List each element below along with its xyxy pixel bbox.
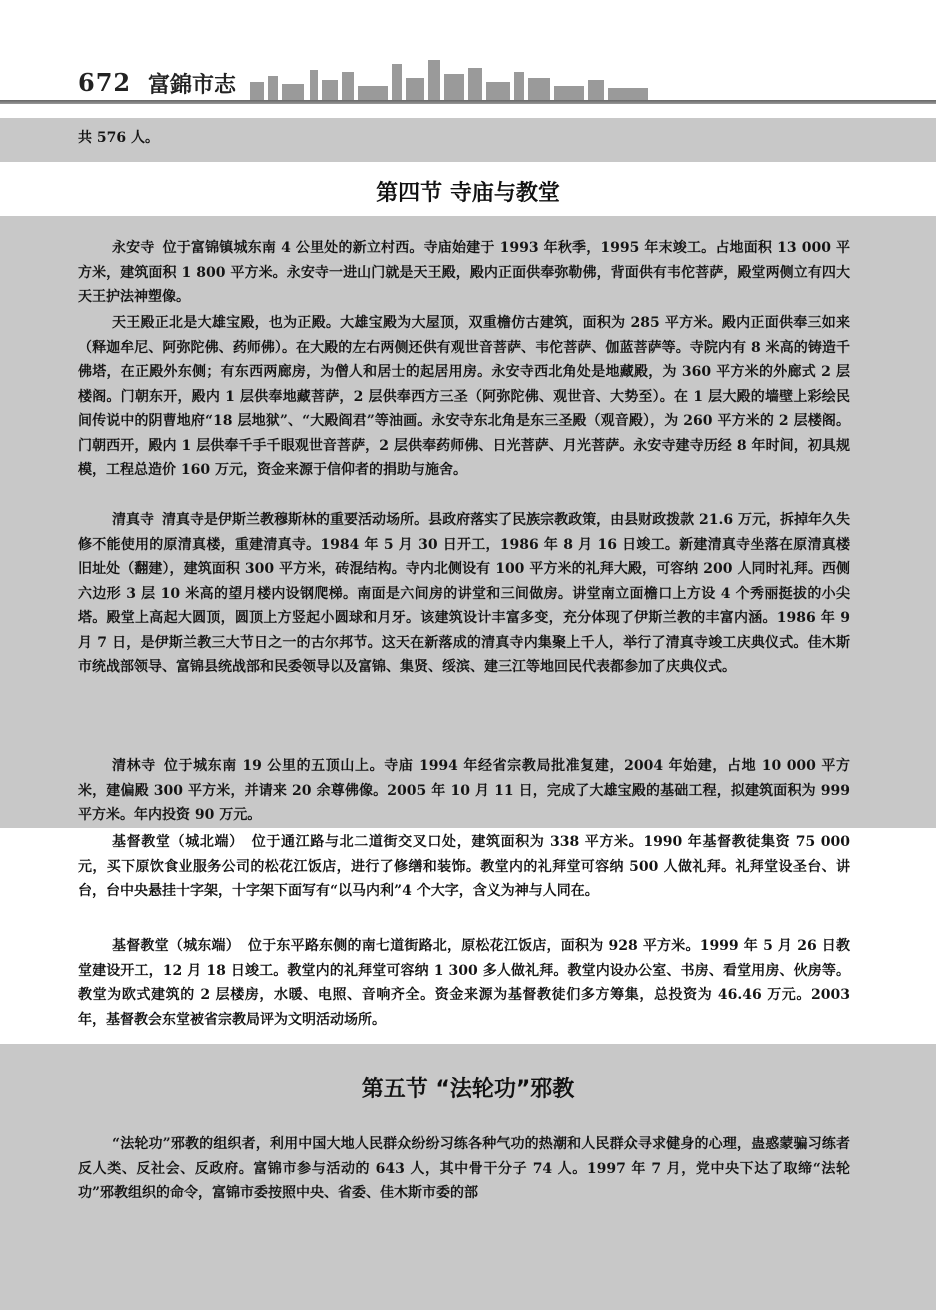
paragraph-mosque <box>78 508 850 680</box>
page-number: 672 <box>78 68 132 97</box>
header-rule <box>0 100 936 104</box>
paragraph-text: 位于东平路东侧的南七道街路北，原松花江饭店，面积为 928 平方米。1999 年 5 月 26 日教堂建设开工，12 月 18 日竣工。教堂内的礼拜堂可容纳 1 300 多人做礼拜。教堂内设办公室、书房、看堂用房、伙房等。教堂为欧式建筑的 2 层楼房，水暖、电照、音响齐全。资金来源为基督教徒们多方筹集，总投资为 46.46 万元。2003 年，基督教会东堂被省宗教局评为文明活动场所。 <box>78 938 851 1028</box>
paragraph-text: 天王殿正北是大雄宝殿，也为正殿。大雄宝殿为大屋顶，双重檐仿古建筑，面积为 285 平方米。殿内正面供奉三如来（释迦牟尼、阿弥陀佛、药师佛）。在大殿的左右两侧还供有观世音菩萨、韦佗菩萨、伽蓝菩萨等。寺院内有 8 米高的铸造千佛塔，在正殿外东侧；有东西两廊房，为僧人和居士的起居用房。永安寺西北角处是地藏殿，为 360 平方米的外廊式 2 层楼阁。门朝东开，殿内 1 层供奉地藏菩萨，2 层供奉西方三圣（阿弥陀佛、观世音、大势至）。在 1 层大殿的墙壁上彩绘民间传说中的阴曹地府“18 层地狱”、“大殿阎君”等油画。永安寺东北角是东三圣殿（观音殿），为 260 平方米的 2 层楼阁。门朝西开，殿内 1 层供奉千手千眼观世音菩萨，2 层供奉药师佛、日光菩萨、月光菩萨。永安寺建寺历经 8 年时间，初具规模，工程总造价 160 万元，资金来源于信仰者的捐助与施舍。 <box>78 315 850 478</box>
city-skyline-image <box>230 42 710 102</box>
section4-title: 第四节 寺庙与教堂 <box>376 181 560 206</box>
paragraph-qinglin-temple <box>78 754 850 828</box>
paragraph-lead: 基督教堂（城北端） <box>112 834 244 850</box>
paragraph-church-east <box>78 934 850 1032</box>
paragraph-yongan-temple <box>78 236 850 310</box>
paragraph-text: 位于富锦镇城东南 4 公里处的新立村西。寺庙始建于 1993 年秋季，1995 年末竣工。占地面积 13 000 平方米，建筑面积 1 800 平方米。永安寺一进山门就是天王殿，殿内正面供奉弥勒佛，背面供有韦佗菩萨，殿堂两侧立有四大天王护法神塑像。 <box>78 240 850 305</box>
section5-title: 第五节 “法轮功”邪教 <box>361 1077 575 1102</box>
paragraph-lead: 永安寺 <box>112 240 155 256</box>
paragraph-lead: 基督教堂（城东端） <box>112 938 240 954</box>
paragraph-main-hall <box>78 311 850 483</box>
paragraph-falungong <box>78 1132 850 1206</box>
paragraph-text: “法轮功”邪教的组织者，利用中国大地人民群众纷纷习练各种气功的热潮和人民群众寻求健身的心理，蛊惑蒙骗习练者反人类、反社会、反政府。富锦市参与活动的 643 人，其中骨干分子 74 人。1997 年 7 月，党中央下达了取缔“法轮功”邪教组织的命令，富锦市委按照中央、省委、佳木斯市委的部 <box>78 1136 850 1201</box>
book-title: 富錦市志 <box>148 72 237 98</box>
continuation-text: 共 576 人。 <box>78 130 159 146</box>
paragraph-lead: 清林寺 <box>112 758 156 774</box>
paragraph-text: 清真寺是伊斯兰教穆斯林的重要活动场所。县政府落实了民族宗教政策，由县财政拨款 21.6 万元，拆掉年久失修不能使用的原清真楼，重建清真寺。1984 年 5 月 30 日开工，1986 年 8 月 16 日竣工。新建清真寺坐落在原清真楼旧址处（翻建），建筑面积 300 平方米，砖混结构。寺内北侧设有 100 平方米的礼拜大殿，可容纳 200 人同时礼拜。西侧六边形 3 层 10 米高的望月楼内设钢爬梯。南面是六间房的讲堂和三间做房。讲堂南立面檐口上方设 4 个秀丽挺拔的小尖塔。殿堂上高起大圆顶，圆顶上方竖起小圆球和月牙。该建筑设计丰富多变，充分体现了伊斯兰教的丰富内涵。1986 年 9 月 7 日，是伊斯兰教三大节日之一的古尔邦节。这天在新落成的清真寺内集聚上千人，举行了清真寺竣工庆典仪式。佳木斯市统战部领导、富锦县统战部和民委领导以及富锦、集贤、绥滨、建三江等地回民代表都参加了庆典仪式。 <box>78 512 851 675</box>
paragraph-church-north <box>78 830 850 904</box>
paragraph-text: 位于城东南 19 公里的五顶山上。寺庙 1994 年经省宗教局批准复建，2004 年始建，占地 10 000 平方米，建偏殿 300 平方米，并请来 20 余尊佛像。2005 年 10 月 11 日，完成了大雄宝殿的基础工程，拟建筑面积为 999 平方米。年内投资 90 万元。 <box>78 758 851 823</box>
page-header <box>0 0 936 118</box>
paragraph-text: 位于通江路与北二道街交叉口处，建筑面积为 338 平方米。1990 年基督教徒集资 75 000 元，买下原饮食业服务公司的松花江饭店，进行了修缮和装饰。教堂内的礼拜堂可容纳 500 人做礼拜。礼拜堂设圣台、讲台，台中央悬挂十字架，十字架下面写有“以马内利”4 个大字，含义为神与人同在。 <box>78 834 851 899</box>
paragraph-lead: 清真寺 <box>112 512 155 528</box>
